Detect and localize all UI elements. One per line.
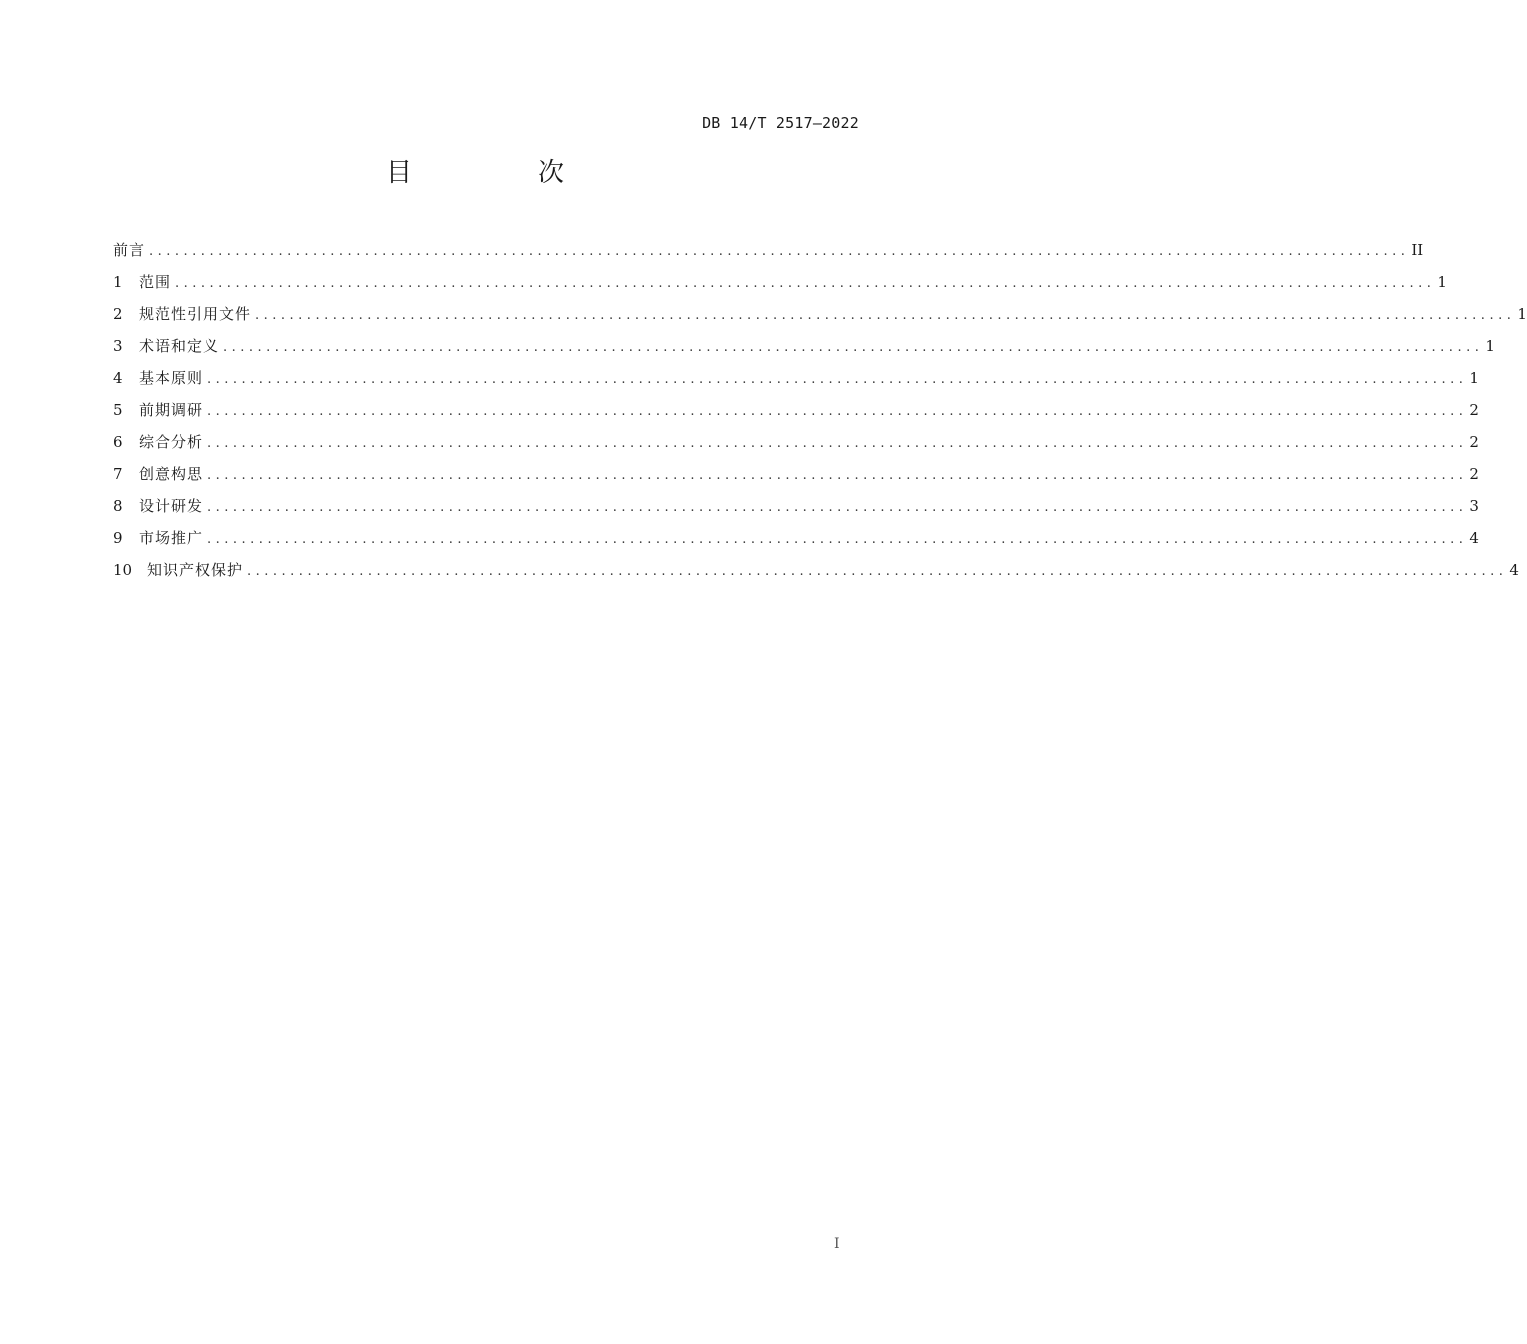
toc-entry-number: 9 <box>113 529 123 547</box>
toc-entry-page: 1 <box>1517 305 1527 323</box>
toc-entry-number: 6 <box>113 433 123 451</box>
toc-entry-number: 7 <box>113 465 123 483</box>
toc-entry-number: 2 <box>113 305 123 323</box>
toc-entry-label: 术语和定义 <box>139 337 220 355</box>
toc-leader-dots: .................................................................................................................................................. <box>207 436 1468 451</box>
toc-leader-dots: .................................................................................................................................................. <box>149 244 1410 259</box>
toc-entry-label: 前言 <box>113 241 146 259</box>
toc-entry-label: 市场推广 <box>139 529 204 547</box>
toc-entry-number: 1 <box>113 273 123 291</box>
toc-leader-dots: .................................................................................................................................................. <box>255 308 1516 323</box>
toc-leader-dots: .................................................................................................................................................. <box>207 468 1468 483</box>
toc-entry-page: II <box>1411 241 1424 259</box>
toc-entry[interactable] <box>113 430 1479 462</box>
toc-entry[interactable] <box>113 494 1479 526</box>
toc-entry-label: 创意构思 <box>139 465 204 483</box>
toc-leader-dots: .................................................................................................................................................. <box>207 500 1468 515</box>
toc-entry-label: 规范性引用文件 <box>139 305 252 323</box>
toc-entry-page: 3 <box>1469 497 1479 515</box>
toc-entry[interactable] <box>113 558 1519 590</box>
toc-entry-page: 2 <box>1469 401 1479 419</box>
toc-entry-number: 10 <box>113 561 133 579</box>
toc-entry-page: 1 <box>1437 273 1447 291</box>
toc-leader-dots: .................................................................................................................................................. <box>207 372 1468 387</box>
toc-entry-label: 范围 <box>139 273 172 291</box>
toc-leader-dots: .................................................................................................................................................. <box>223 340 1484 355</box>
toc-entry-label: 设计研发 <box>139 497 204 515</box>
toc-entry-number: 8 <box>113 497 123 515</box>
toc-entry-page: 2 <box>1469 465 1479 483</box>
page-number: I <box>834 1236 840 1252</box>
toc-entry-page: 2 <box>1469 433 1479 451</box>
toc-entry[interactable] <box>113 462 1479 494</box>
toc-entry-label: 前期调研 <box>139 401 204 419</box>
toc-leader-dots: .................................................................................................................................................. <box>247 564 1508 579</box>
toc-entry[interactable] <box>113 366 1479 398</box>
toc-entry[interactable] <box>113 334 1495 366</box>
toc-entry-number: 3 <box>113 337 123 355</box>
toc-entry-label: 知识产权保护 <box>147 561 244 579</box>
toc-entry[interactable] <box>113 526 1479 558</box>
toc-entry-label: 基本原则 <box>139 369 204 387</box>
toc-entry-page: 4 <box>1509 561 1519 579</box>
toc-entry-number: 4 <box>113 369 123 387</box>
toc-entry[interactable] <box>113 270 1447 302</box>
toc-title: 目 次 <box>385 158 614 188</box>
toc-entry-page: 1 <box>1485 337 1495 355</box>
toc-entry-label: 综合分析 <box>139 433 204 451</box>
table-of-contents <box>113 238 1527 590</box>
toc-leader-dots: .................................................................................................................................................. <box>207 404 1468 419</box>
toc-entry-page: 1 <box>1469 369 1479 387</box>
toc-entry-page: 4 <box>1469 529 1479 547</box>
toc-entry[interactable] <box>113 302 1527 334</box>
toc-entry-number: 5 <box>113 401 123 419</box>
toc-entry[interactable] <box>113 238 1424 270</box>
toc-entry[interactable] <box>113 398 1479 430</box>
toc-leader-dots: .................................................................................................................................................. <box>175 276 1436 291</box>
document-code: DB 14/T 2517—2022 <box>702 114 859 132</box>
toc-leader-dots: .................................................................................................................................................. <box>207 532 1468 547</box>
